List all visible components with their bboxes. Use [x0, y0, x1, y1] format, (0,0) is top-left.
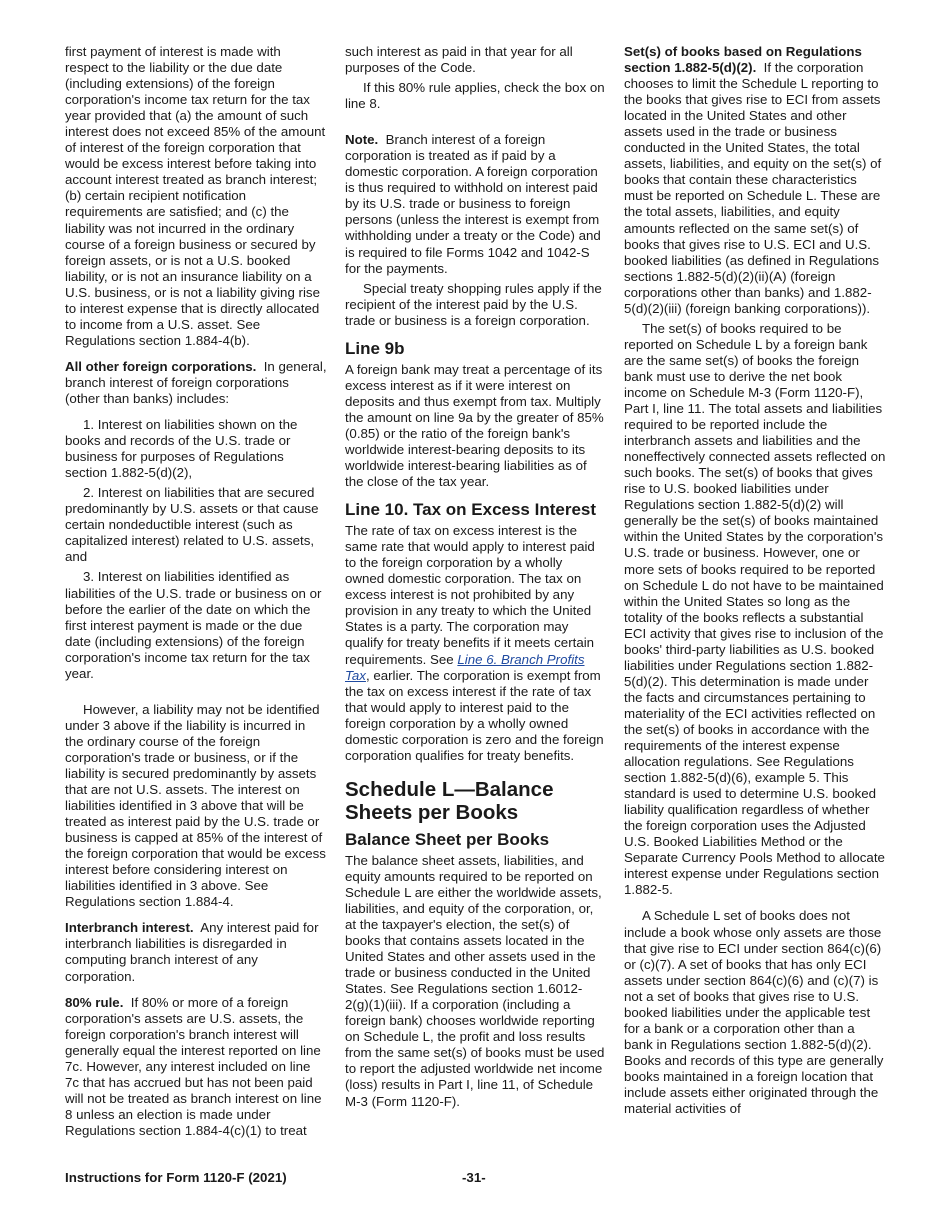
- paragraph: The set(s) of books required to be reported on Schedule L by a foreign bank are the same set(s) of books the foreign bank must use to derive the net book income on Schedule M-3 (Form 1120-F), Part I, line 11. The total assets and liabilities required to be reported include the interbranch assets and liabilities and the noneffectively connected assets reflected on such books. The set(s) of books that gives rise to U.S. booked liabilities under Regulations section 1.882-5(d)(2) will generally be the set(s) of books maintained within the United States by the corporation's U.S. trade or business. However, one or more sets of books required to be reported on Schedule L do not have to be maintained within the United States so long as the totality of the books reflects a substantial ECI activity that gives rise to inclusion of the books' third-party liabilities as U.S. booked liabilities under Regulations section 1.882-5(d)(2). This determination is made under the facts and circumstances pertaining to materiality of the ECI activities reflected on the set(s) of books in accordance with the requirements of the interest expense allocation regulations. See Regulations section 1.882-5(d)(6), example 5. This standard is used to determine U.S. booked liability qualification regardless of whether the foreign corporation uses the Adjusted U.S. Booked Liabilities Method or the Separate Currency Pools Method to allocate interest expense under Regulations section 1.882-5.: [624, 320, 886, 898]
- run-in-heading: All other foreign corporations.: [65, 358, 257, 374]
- paragraph: Special treaty shopping rules apply if the recipient of the interest paid by the U.S. trade or business is a foreign corporation.: [345, 280, 602, 328]
- paragraph: If this 80% rule applies, check the box on line 8.: [345, 80, 605, 112]
- paragraph-text: The rate of tax on excess interest is the same rate that would apply to interest paid to the foreign corporation by a wholly owned domestic corporation. The tax on excess interest is not prohibited by any provision in any treaty to which the United States is a party. The corporation may qualify for treaty benefits if it meets certain requirements. See: [345, 523, 595, 667]
- paragraph-text: Any interest paid for interbranch liabilities is disregarded in computing branch interest of any corporation.: [65, 920, 319, 984]
- run-in-heading: Set(s) of books based on Regulations section 1.882-5(d)(2).: [624, 44, 862, 76]
- paragraph: [65, 359, 327, 407]
- paragraph: A foreign bank may treat a percentage of its excess interest as if it were interest on deposits and thus exempt from tax. Multiply the amount on line 9a by the greater of 85% (0.85) or the ratio of the foreign bank's worldwide interest-bearing deposits to its worldwide interest-bearing liabilities as of the close of the tax year.: [345, 361, 604, 490]
- run-in-heading: 80% rule.: [65, 994, 124, 1010]
- line-6-link[interactable]: Line 6. Branch Profits Tax: [345, 651, 585, 683]
- schedule-l-heading: Schedule L—Balance Sheets per Books: [345, 777, 554, 824]
- column-1: [65, 44, 327, 1149]
- list-item: 2. Interest on liabilities that are secured predominantly by U.S. assets or that cause certain nondeductible interest (such as capitalized interest) related to U.S. assets, and: [65, 485, 319, 565]
- list-item: 3. Interest on liabilities identified as liabilities of the U.S. trade or business on or before the earlier of the date on which the first interest payment is made or the due date (including extensions) of the foreign corporation's income tax return for the tax year.: [65, 569, 322, 681]
- paragraph-text: , earlier. The corporation is exempt from the tax on excess interest if the rate of tax that would apply to interest paid to the foreign corporation by a wholly owned domestic corporation is zero and the foreign corporation qualifies for treaty benefits.: [345, 667, 604, 763]
- paragraph: A Schedule L set of books does not include a book whose only assets are those that give rise to ECI under section 864(c)(6) or (c)(7). A set of books that has only ECI assets under section 864(c)(6) and (c)(7) is not a set of books that gives rise to U.S. booked liabilities under the applicable test for a bank or a corporation other than a bank in Regulations section 1.882-5(d)(2). Books and records of this type are generally books maintained in a foreign location that include assets either originated through the material activities of: [624, 908, 884, 1117]
- paragraph: The balance sheet assets, liabilities, and equity amounts required to be reported on Schedule L are either the worldwide assets, liabilities, and equity of the corporation, or, at the taxpayer's election, the set(s) of books that contains assets located in the United States and other assets used in the trade or business conducted in the United States. See Regulations section 1.6012-2(g)(1)(iii). If a corporation (including a foreign bank) chooses worldwide reporting on Schedule L, the profit and loss results from the same set(s) of books must be used to report the adjusted worldwide net income (loss) results in Part I, line 11, of Schedule M-3 (Form 1120-F).: [345, 852, 605, 1109]
- paragraph: [65, 995, 327, 1139]
- paragraph: [345, 523, 605, 764]
- paragraph: However, a liability may not be identified under 3 above if the liability is incurred in the ordinary course of the foreign corporation's trade or business, or if the liability is secured predominantly by assets that are not U.S. assets. The interest on liabilities identified in 3 above that will be treated as interest paid by the U.S. trade or business is capped at 85% of the interest of the foreign corporation that would be excess interest before considering interest on liabilities identified in 3 above. See Regulations section 1.884-4.: [65, 701, 326, 910]
- paragraph: [65, 920, 327, 984]
- page-number: -31-: [462, 1170, 486, 1185]
- list-item: 1. Interest on liabilities shown on the books and records of the U.S. trade or business for purposes of Regulations section 1.882-5(d)(2),: [65, 417, 298, 481]
- section-heading-line-10: Line 10. Tax on Excess Interest: [345, 500, 597, 520]
- footer-form-title: Instructions for Form 1120-F (2021): [65, 1170, 287, 1185]
- subsection-heading: Balance Sheet per Books: [345, 829, 550, 849]
- paragraph-text: Branch interest of a foreign corporation is treated as if paid by a domestic corporation. A foreign corporation is thus required to withhold on interest paid by its U.S. trade or business to foreign persons (unless the interest is exempt from withholding under a treaty or the Code) and is required to file Forms 1042 and 1042-S for the payments.: [345, 132, 601, 276]
- column-2: [345, 44, 605, 1120]
- paragraph-text: In general, branch interest of foreign corporations (other than banks) includes:: [65, 358, 327, 406]
- note-label: Note.: [345, 132, 379, 148]
- run-in-heading: Interbranch interest.: [65, 920, 194, 936]
- paragraph: [624, 44, 886, 317]
- section-heading-line-9b: Line 9b: [345, 338, 405, 358]
- paragraph-text: If the corporation chooses to limit the Schedule L reporting to the books that gives rise to ECI from assets located in the United States and other assets used in the trade or business conducted in the United States, the total assets, liabilities, and equity on the set(s) of books that contain these characteristics must be reported on Schedule L. These are the total assets, liabilities, and equity amounts reflected on the same set(s) of books that gives rise to U.S. ECI and U.S. booked liabilities (as defined in Regulations sections 1.882-5(d)(2)(ii)(A) (foreign corporations other than banks) and 1.882-5(d)(2)(iii) (foreign banking corporations)).: [624, 60, 882, 316]
- paragraph: first payment of interest is made with respect to the liability or the due date (including extensions) of the foreign corporation's income tax return for the tax year provided that (a) the amount of such interest does not exceed 85% of the amount of interest of the foreign corporation that would be excess interest before taking into account interest treated as branch interest; (b) certain recipient notification requirements are satisfied; and (c) the liability was not incurred in the ordinary course of a foreign business or secured by foreign assets, or is not a U.S. booked liability, or is not an insurance liability on a U.S. business, or is not a liability giving rise to interest expense that is directly allocated to income from a U.S. asset. See Regulations section 1.884-4(b).: [65, 44, 326, 348]
- paragraph: such interest as paid in that year for all purposes of the Code.: [345, 44, 573, 76]
- note-paragraph: [345, 132, 605, 276]
- paragraph-text: If 80% or more of a foreign corporation's assets are U.S. assets, the foreign corporation's branch interest will generally equal the interest reported on line 7c. However, any interest included on line 7c that has accrued but has not been paid will not be treated as branch interest on line 8 unless an election is made under Regulations section 1.884-4(c)(1) to treat: [65, 994, 322, 1138]
- column-3: [624, 44, 886, 1121]
